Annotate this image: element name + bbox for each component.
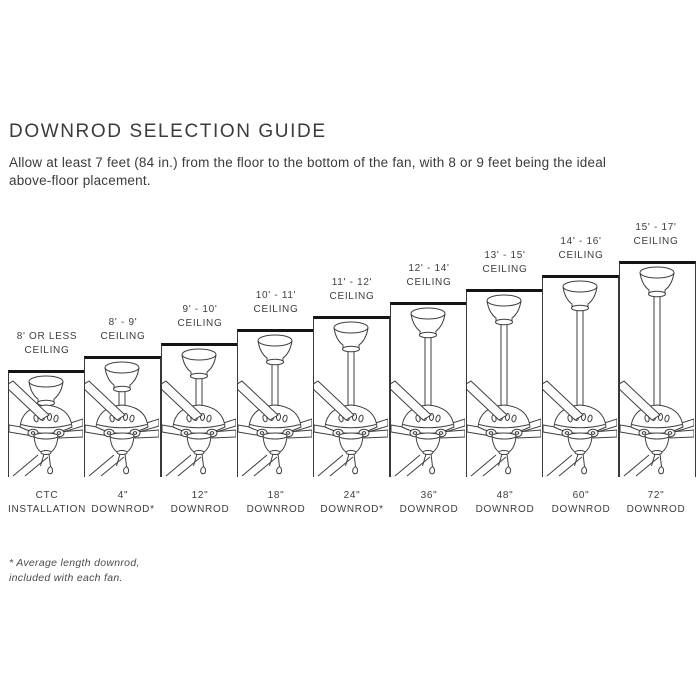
label-line-2: DOWNROD	[626, 503, 686, 515]
step-column	[466, 289, 543, 477]
ceiling-fan-illustration	[85, 359, 159, 477]
label-line-1: 10' - 11'	[255, 290, 297, 301]
label-line-1: 15' - 17'	[635, 222, 677, 233]
step-column	[390, 302, 467, 477]
footnote	[9, 556, 140, 585]
page-title: DOWNROD SELECTION GUIDE	[9, 121, 327, 142]
footnote-line-2: included with each fan.	[9, 571, 123, 584]
label-line-2: DOWNROD	[551, 503, 611, 515]
label-line-2: CEILING	[177, 317, 223, 329]
label-line-2: DOWNROD	[246, 503, 306, 515]
footnote-line-1: * Average length downrod,	[9, 557, 140, 569]
ceiling-fan-illustration	[9, 373, 83, 477]
step-column	[8, 370, 85, 477]
label-line-1: 36"	[420, 490, 438, 501]
label-line-2: CEILING	[100, 330, 146, 342]
step-column	[161, 343, 238, 477]
label-line-1: 24"	[343, 490, 361, 501]
label-line-2: DOWNROD	[399, 503, 459, 515]
label-line-1: 18"	[267, 490, 285, 501]
step-column	[237, 329, 314, 477]
ceiling-fan-illustration	[314, 319, 388, 477]
label-line-1: 48"	[496, 490, 514, 501]
step-column	[313, 316, 390, 477]
ceiling-fan-illustration	[543, 278, 617, 477]
ceiling-height-label	[611, 221, 700, 248]
label-line-2: CEILING	[253, 303, 299, 315]
ceiling-fan-illustration	[162, 346, 236, 477]
label-line-1: 4"	[117, 490, 129, 501]
guide-description: Allow at least 7 feet (84 in.) from the floor to the bottom of the fan, with 8 or 9 feet being the ideal above-floor placement.	[9, 155, 607, 188]
label-line-1: CTC	[35, 490, 59, 501]
label-line-1: 8' - 9'	[108, 317, 138, 328]
ceiling-fan-illustration	[238, 332, 312, 477]
label-line-1: 9' - 10'	[182, 304, 218, 315]
label-line-1: 13' - 15'	[484, 250, 526, 261]
label-line-2: DOWNROD	[475, 503, 535, 515]
ceiling-fan-illustration	[620, 264, 694, 477]
step-column	[542, 275, 619, 477]
ceiling-fan-illustration	[391, 305, 465, 477]
label-line-2: CEILING	[329, 290, 375, 302]
label-line-2: DOWNROD	[170, 503, 230, 515]
downrod-size-label	[611, 489, 700, 516]
label-line-2: CEILING	[406, 276, 452, 288]
label-line-2: CEILING	[24, 344, 70, 356]
label-line-1: 72"	[647, 490, 665, 501]
label-line-2: CEILING	[558, 249, 604, 261]
label-line-1: 60"	[572, 490, 590, 501]
label-line-1: 8' OR LESS	[16, 331, 78, 342]
label-line-2: INSTALLATION	[7, 503, 87, 515]
label-line-2: CEILING	[633, 235, 679, 247]
label-line-2: DOWNROD*	[91, 503, 155, 515]
label-line-2: DOWNROD*	[320, 503, 384, 515]
label-line-1: 12' - 14'	[408, 263, 450, 274]
label-line-1: 14' - 16'	[560, 236, 602, 247]
step-column	[619, 261, 696, 477]
label-line-1: 11' - 12'	[331, 277, 373, 288]
label-line-2: CEILING	[482, 263, 528, 275]
label-line-1: 12"	[191, 490, 209, 501]
ceiling-fan-illustration	[467, 292, 541, 477]
step-column	[84, 356, 161, 477]
